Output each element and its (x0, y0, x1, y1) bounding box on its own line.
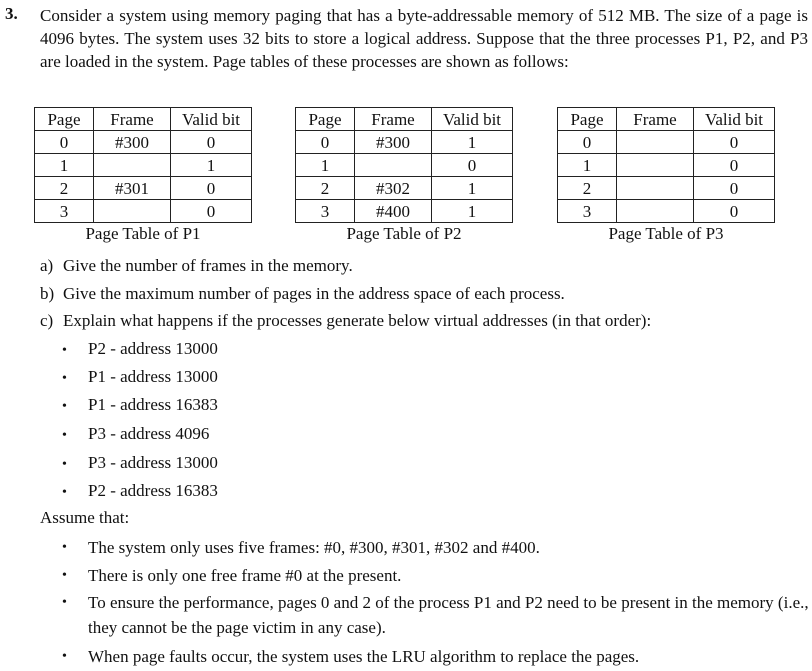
table-cell (617, 154, 694, 177)
table-cell: 1 (35, 154, 94, 177)
table-cell: 2 (35, 177, 94, 200)
address-text: P1 - address 13000 (88, 367, 218, 386)
table-cell: 3 (296, 200, 355, 223)
table-row (296, 200, 513, 223)
address-text: P3 - address 13000 (88, 453, 218, 472)
table-cell: 1 (558, 154, 617, 177)
assumption-text: To ensure the performance, pages 0 and 2 of the process P1 and P2 need to be present in the memory (i.e., they cannot be the page victim in any case). (88, 593, 809, 637)
table-cell: 3 (35, 200, 94, 223)
table-cell: 0 (171, 200, 252, 223)
table-cell: 0 (432, 154, 513, 177)
list-item (62, 451, 218, 477)
part-label: a) (40, 256, 54, 275)
table-row (35, 200, 252, 223)
table-caption: Page Table of P1 (85, 224, 201, 243)
table-row (296, 131, 513, 154)
address-text: P2 - address 13000 (88, 339, 218, 358)
table-cell: 0 (694, 154, 775, 177)
table-cell: 0 (171, 177, 252, 200)
page-table-p3 (557, 107, 775, 244)
table-cell: 1 (296, 154, 355, 177)
part-b (40, 282, 812, 306)
part-label: b) (40, 284, 55, 303)
table-header: Valid bit (432, 108, 513, 131)
part-label: c) (40, 311, 54, 330)
table-row (558, 177, 775, 200)
table-row (558, 154, 775, 177)
table-header: Frame (617, 108, 694, 131)
table-cell: 1 (432, 131, 513, 154)
bullet-icon: • (62, 428, 67, 443)
table-cell: 0 (35, 131, 94, 154)
part-text: Give the maximum number of pages in the address space of each process. (63, 284, 565, 303)
table-cell: #301 (94, 177, 171, 200)
page-table-p2 (295, 107, 513, 244)
bullet-icon: • (62, 649, 67, 664)
table-cell (617, 177, 694, 200)
table-cell: 2 (558, 177, 617, 200)
table-cell: 1 (432, 177, 513, 200)
list-item (62, 365, 218, 391)
table-header: Valid bit (171, 108, 252, 131)
table-row (296, 177, 513, 200)
table-cell: 1 (432, 200, 513, 223)
table-cell: #400 (355, 200, 432, 223)
address-text: P1 - address 16383 (88, 395, 218, 414)
table-cell: 1 (171, 154, 252, 177)
part-text: Give the number of frames in the memory. (63, 256, 353, 275)
bullet-icon: • (62, 568, 67, 583)
bullet-icon: • (62, 343, 67, 358)
list-item (62, 590, 810, 640)
table-cell: 0 (171, 131, 252, 154)
list-item (62, 337, 218, 363)
table-cell (617, 131, 694, 154)
table-header: Page (558, 108, 617, 131)
list-item (62, 393, 218, 419)
assumption-text: When page faults occur, the system uses the LRU algorithm to replace the pages. (88, 647, 640, 666)
bullet-icon: • (62, 540, 67, 555)
table-cell: 0 (694, 131, 775, 154)
table-cell: 0 (694, 177, 775, 200)
list-item (62, 535, 810, 560)
bullet-icon: • (62, 371, 67, 386)
part-text: Explain what happens if the processes generate below virtual addresses (in that order): (63, 311, 652, 330)
assumption-text: There is only one free frame #0 at the present. (88, 566, 402, 585)
address-text: P2 - address 16383 (88, 481, 218, 500)
table-row (35, 131, 252, 154)
table-cell: 0 (558, 131, 617, 154)
table-cell: #302 (355, 177, 432, 200)
bullet-icon: • (62, 485, 67, 500)
bullet-icon: • (62, 399, 67, 414)
table-cell: 3 (558, 200, 617, 223)
table-row (558, 200, 775, 223)
table-header: Valid bit (694, 108, 775, 131)
question-intro: Consider a system using memory paging that has a byte-addressable memory of 512 MB. The size of a page is 4096 bytes. The system uses 32 bits to store a logical address. Suppose that the three processes P1, P2, and P3 are loaded in the system. Page tables of these processes are shown as follows: (40, 6, 808, 71)
table-row (296, 154, 513, 177)
bullet-icon: • (62, 595, 67, 610)
table-cell: #300 (94, 131, 171, 154)
table-header: Page (296, 108, 355, 131)
list-item (62, 479, 218, 505)
table-cell (94, 154, 171, 177)
question-number: 3. (5, 4, 18, 23)
table-row (35, 177, 252, 200)
table-row (35, 154, 252, 177)
table-header: Frame (355, 108, 432, 131)
bullet-icon: • (62, 457, 67, 472)
table-cell (355, 154, 432, 177)
part-c (40, 309, 812, 333)
table-cell: 0 (296, 131, 355, 154)
table-cell: 0 (694, 200, 775, 223)
table-caption: Page Table of P3 (608, 224, 724, 243)
list-item (62, 644, 810, 669)
table-cell (617, 200, 694, 223)
page-table-p1 (34, 107, 252, 244)
table-cell: #300 (355, 131, 432, 154)
part-a (40, 254, 812, 278)
address-text: P3 - address 4096 (88, 424, 210, 443)
assume-label: Assume that: (40, 508, 130, 527)
table-row (558, 131, 775, 154)
assumption-text: The system only uses five frames: #0, #300, #301, #302 and #400. (88, 538, 540, 557)
table-cell: 2 (296, 177, 355, 200)
table-header: Frame (94, 108, 171, 131)
table-caption: Page Table of P2 (346, 224, 462, 243)
table-header: Page (35, 108, 94, 131)
list-item (62, 563, 810, 588)
table-cell (94, 200, 171, 223)
list-item (62, 422, 209, 448)
